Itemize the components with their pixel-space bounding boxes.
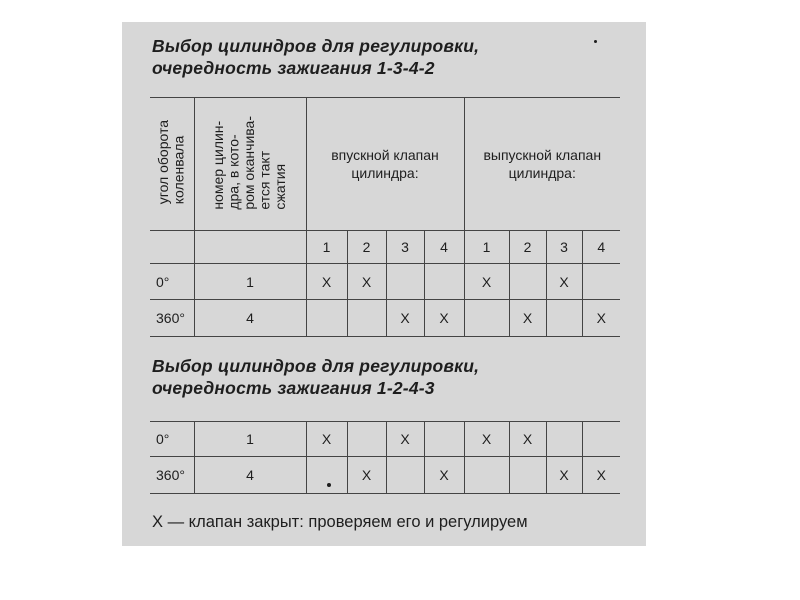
exhaust-cyl-3-label: 3 (546, 231, 582, 264)
intake-mark: X (386, 422, 424, 457)
section2-title-line2: очередность зажигания 1-2-4-3 (152, 378, 435, 398)
cylinder-number-header-line5: сжатия (272, 163, 289, 210)
empty-cell (150, 231, 194, 264)
exhaust-mark (509, 264, 546, 300)
table1-row-0deg (150, 264, 620, 300)
exhaust-mark: X (464, 422, 509, 457)
intake-cyl-4-label: 4 (424, 231, 464, 264)
intake-mark (306, 457, 347, 494)
scan-speck (594, 40, 597, 43)
exhaust-mark: X (509, 422, 546, 457)
valve-table-1-2-4-3 (150, 421, 620, 494)
exhaust-valve-header-line2: цилиндра: (508, 165, 576, 181)
section1-title (152, 35, 479, 79)
intake-mark (424, 422, 464, 457)
exhaust-mark (546, 422, 582, 457)
exhaust-mark: X (464, 264, 509, 300)
crank-angle-header (150, 98, 194, 231)
exhaust-mark (464, 457, 509, 494)
table1-cylinder-number-row (150, 231, 620, 264)
section2-title (152, 355, 479, 399)
intake-mark: X (424, 300, 464, 337)
intake-mark (424, 264, 464, 300)
intake-mark: X (424, 457, 464, 494)
exhaust-mark: X (509, 300, 546, 337)
cylinder-number-header-line1: номер цилин- (210, 120, 227, 210)
exhaust-mark: X (546, 457, 582, 494)
section1-title-line2: очередность зажигания 1-3-4-2 (152, 58, 435, 78)
intake-mark: X (306, 422, 347, 457)
exhaust-mark (464, 300, 509, 337)
angle-cell: 0° (150, 264, 194, 300)
intake-mark (306, 300, 347, 337)
exhaust-mark: X (582, 457, 620, 494)
intake-mark (347, 422, 386, 457)
intake-mark (386, 457, 424, 494)
section2-title-line1: Выбор цилиндров для регулировки, (152, 356, 480, 376)
crank-angle-header-line1: угол оборота (155, 120, 172, 205)
scan-speck (327, 483, 331, 487)
exhaust-cyl-1-label: 1 (464, 231, 509, 264)
exhaust-valve-header (464, 98, 620, 231)
exhaust-mark (582, 422, 620, 457)
angle-cell: 0° (150, 422, 194, 457)
angle-cell: 360° (150, 457, 194, 494)
legend-footnote: X — клапан закрыт: проверяем его и регулируем (152, 513, 528, 531)
cylinder-number-header-line2: дра, в кото- (225, 134, 242, 210)
intake-valve-header-line2: цилиндра: (351, 165, 419, 181)
intake-cyl-3-label: 3 (386, 231, 424, 264)
section1-title-line1: Выбор цилиндров для регулировки, (152, 36, 480, 56)
intake-mark (386, 264, 424, 300)
cylinder-number-header-line3: ром оканчива- (241, 115, 258, 210)
table2-row-0deg (150, 422, 620, 457)
cylinder-cell: 1 (194, 264, 306, 300)
exhaust-mark (582, 264, 620, 300)
intake-valve-header (306, 98, 464, 231)
table2-row-360deg (150, 457, 620, 494)
cylinder-number-header (194, 98, 306, 231)
intake-cyl-2-label: 2 (347, 231, 386, 264)
crank-angle-header-line2: коленвала (170, 136, 187, 205)
table1-header-row (150, 98, 620, 231)
cylinder-cell: 4 (194, 300, 306, 337)
exhaust-valve-header-line1: выпускной клапан (483, 147, 602, 163)
intake-cyl-1-label: 1 (306, 231, 347, 264)
intake-mark: X (386, 300, 424, 337)
cylinder-cell: 4 (194, 457, 306, 494)
intake-mark: X (347, 457, 386, 494)
intake-mark: X (306, 264, 347, 300)
intake-mark (347, 300, 386, 337)
cylinder-number-header-line4: ется такт (256, 150, 273, 210)
valve-table-1-3-4-2 (150, 97, 620, 337)
exhaust-mark: X (546, 264, 582, 300)
empty-cell (194, 231, 306, 264)
intake-mark: X (347, 264, 386, 300)
exhaust-mark (546, 300, 582, 337)
angle-cell: 360° (150, 300, 194, 337)
document-sheet (122, 22, 646, 546)
exhaust-mark: X (582, 300, 620, 337)
table1-row-360deg (150, 300, 620, 337)
cylinder-cell: 1 (194, 422, 306, 457)
exhaust-cyl-4-label: 4 (582, 231, 620, 264)
intake-valve-header-line1: впускной клапан (331, 147, 439, 163)
exhaust-cyl-2-label: 2 (509, 231, 546, 264)
exhaust-mark (509, 457, 546, 494)
